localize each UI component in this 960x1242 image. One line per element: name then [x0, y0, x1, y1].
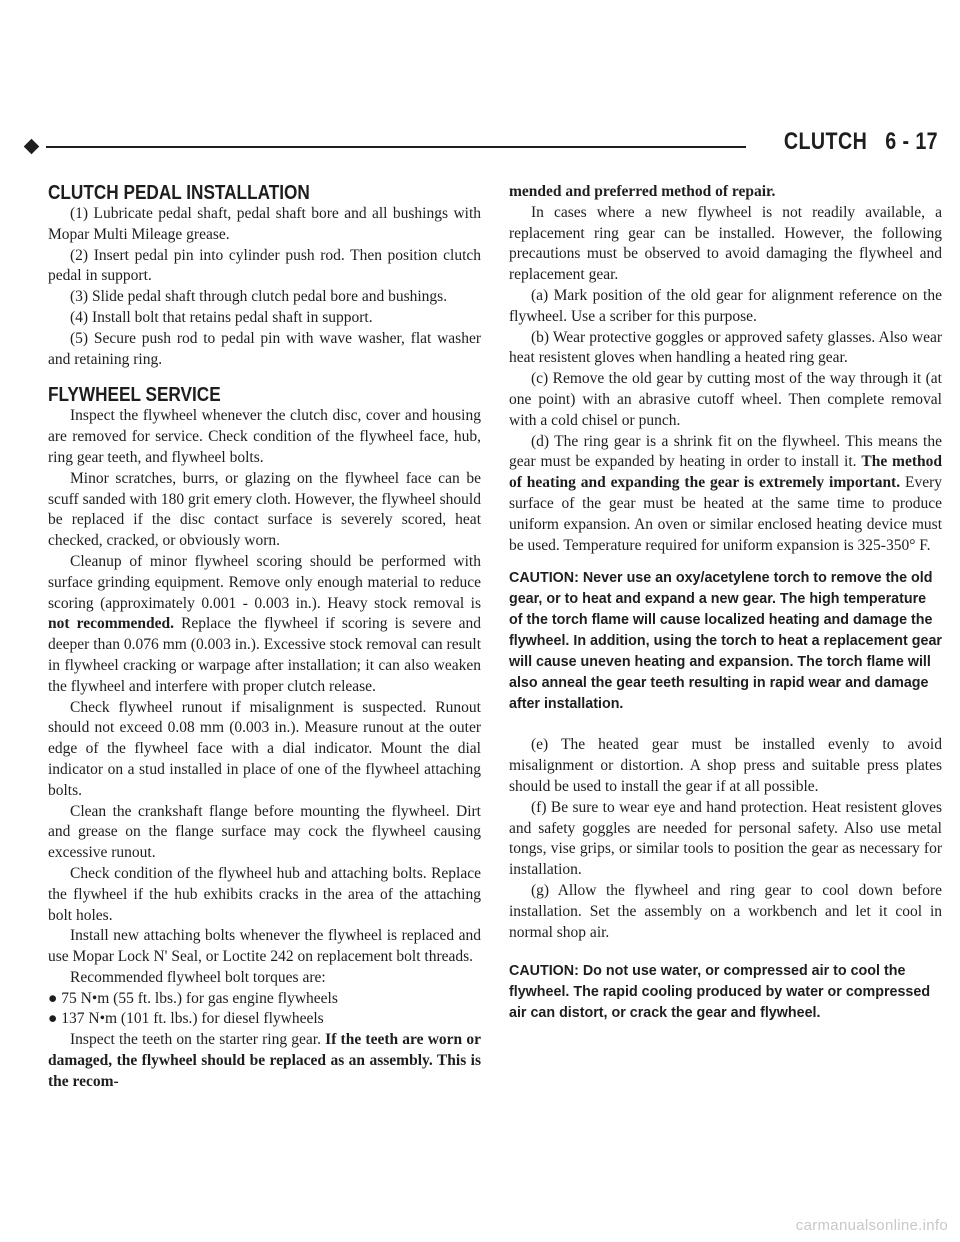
text-run: (d) The ring gear is a shrink fit on the flywheel. This means the gear must be expanded by heating in order to install it. — [509, 432, 942, 471]
text-run: Cleanup of minor flywheel scoring should be performed with surface grinding equipment. Remove only enough material to reduce scoring (approximately 0.001 - 0.003 in.). Heavy stock removal is — [48, 552, 481, 612]
paragraph: Check flywheel runout if misalignment is suspected. Runout should not exceed 0.08 mm (0.003 in.). Measure runout at the outer edge of the flywheel face with a dial indicator. Mount the dial indicator on a stud installed in place of one of the flywheel attaching bolts. — [48, 698, 481, 799]
bullet-text: 75 N•m (55 ft. lbs.) for gas engine flywheels — [61, 989, 338, 1007]
paragraph: Check condition of the flywheel hub and attaching bolts. Replace the flywheel if the hub exhibits cracks in the area of the attaching bolt holes. — [48, 864, 481, 924]
step-c: (c) Remove the old gear by cutting most of the way through it (at one point) with an abrasive cutoff wheel. Then complete removal with a cold chisel or punch. — [509, 370, 942, 429]
step-d — [509, 432, 942, 557]
heading-clutch-pedal-installation: CLUTCH PEDAL INSTALLATION — [48, 182, 310, 204]
heading-flywheel-service: FLYWHEEL SERVICE — [48, 384, 221, 407]
step-2: (2) Insert pedal pin into cylinder push rod. Then position clutch pedal in support. — [48, 246, 481, 285]
bullet-item — [48, 1009, 481, 1030]
text-run: Every surface of the gear must be heated at the same time to produce uniform expansion. An oven or similar enclosed heating device must be used. Temperature required for uniform expansion is 325-350° F. — [509, 474, 943, 554]
step-3: (3) Slide pedal shaft through clutch pedal bore and bushings. — [70, 288, 448, 306]
bullet-icon: ● — [48, 989, 62, 1007]
bold-text: mended and preferred method of repair. — [509, 183, 776, 200]
page-header — [26, 128, 938, 168]
paragraph: Minor scratches, burrs, or glazing on the flywheel face can be scuff sanded with 180 grit emery cloth. However, the flywheel should be replaced if the disc contact surface is severely scored, heat checked, cracked, or obviously worn. — [48, 469, 481, 550]
left-column — [48, 182, 481, 1093]
step-a: (a) Mark position of the old gear for alignment reference on the flywheel. Use a scriber for this purpose. — [509, 286, 942, 325]
caution-note: CAUTION: Never use an oxy/acetylene torch to remove the old gear, or to heat and expand a new gear. The high temperature of the torch flame will cause localized heating and damage the flywheel. In addition, using the torch to heat a replacement gear will cause uneven heating and expansion. The torch flame will also anneal the gear teeth resulting in rapid wear and damage after installation. — [509, 570, 942, 713]
bullet-icon: ● — [48, 1010, 62, 1028]
paragraph: In cases where a new flywheel is not readily available, a replacement ring gear can be installed. However, the following precautions must be observed to avoid damaging the flywheel and replacement gear. — [509, 203, 942, 284]
paragraph — [48, 552, 481, 698]
step-5: (5) Secure push rod to pedal pin with wave washer, flat washer and retaining ring. — [48, 329, 481, 368]
text-run: Replace the flywheel if scoring is severe and deeper than 0.076 mm (0.003 in.). Excessive stock removal can result in flywheel cracking or warpage after installation; it can also weaken the flywheel and interfere with proper clutch release. — [48, 615, 481, 695]
bold-text: The method of heating and expanding the gear is extremely important. — [509, 453, 942, 492]
step-b: (b) Wear protective goggles or approved safety glasses. Also wear heat resistent gloves when handling a heated ring gear. — [509, 328, 942, 367]
header-rule — [46, 146, 746, 148]
section-title: CLUTCH — [783, 128, 868, 155]
paragraph: Inspect the flywheel whenever the clutch disc, cover and housing are removed for service. Check condition of the flywheel face, hub, ring gear teeth, and flywheel bolts. — [48, 407, 481, 466]
step-e: (e) The heated gear must be installed evenly to avoid misalignment or distortion. A shop press and suitable press plates should be used to install the gear if at all possible. — [509, 736, 942, 795]
text-run: Inspect the teeth on the starter ring gear. — [70, 1031, 326, 1049]
watermark-footer: carmanualsonline.info — [795, 1217, 948, 1234]
step-f: (f) Be sure to wear eye and hand protection. Heat resistent gloves and safety goggles are needed for personal safety. Also use metal tongs, vise grips, or similar tools to position the gear as necessary for installation. — [509, 798, 942, 879]
bullet-item — [48, 989, 481, 1010]
paragraph-continued — [509, 182, 942, 203]
caution-note: CAUTION: Do not use water, or compressed air to cool the flywheel. The rapid cooling produced by water or compressed air can distort, or crack the gear and flywheel. — [509, 963, 931, 1022]
bullet-text: 137 N•m (101 ft. lbs.) for diesel flywheels — [61, 1010, 324, 1028]
bold-text: If the teeth are worn or damaged, the flywheel should be replaced as an assembly. This is the recom- — [48, 1031, 481, 1090]
paragraph: Clean the crankshaft flange before mounting the flywheel. Dirt and grease on the flange surface may cock the flywheel causing excessive runout. — [48, 802, 481, 862]
paragraph: Recommended flywheel bolt torques are: — [70, 968, 326, 986]
step-1: (1) Lubricate pedal shaft, pedal shaft bore and all bushings with Mopar Multi Mileage grease. — [48, 205, 481, 243]
right-column — [509, 182, 942, 1024]
step-4: (4) Install bolt that retains pedal shaft in support. — [70, 308, 373, 326]
bold-text: not recommended. — [48, 615, 175, 633]
header-title — [784, 128, 938, 156]
page-number: 6 - 17 — [885, 128, 938, 155]
diamond-icon — [24, 139, 40, 155]
paragraph — [48, 1030, 481, 1092]
paragraph: Install new attaching bolts whenever the flywheel is replaced and use Mopar Lock N' Seal, or Loctite 242 on replacement bolt threads. — [48, 927, 481, 966]
step-g: (g) Allow the flywheel and ring gear to cool down before installation. Set the assembly on a workbench and let it cool in normal shop air. — [509, 881, 942, 941]
